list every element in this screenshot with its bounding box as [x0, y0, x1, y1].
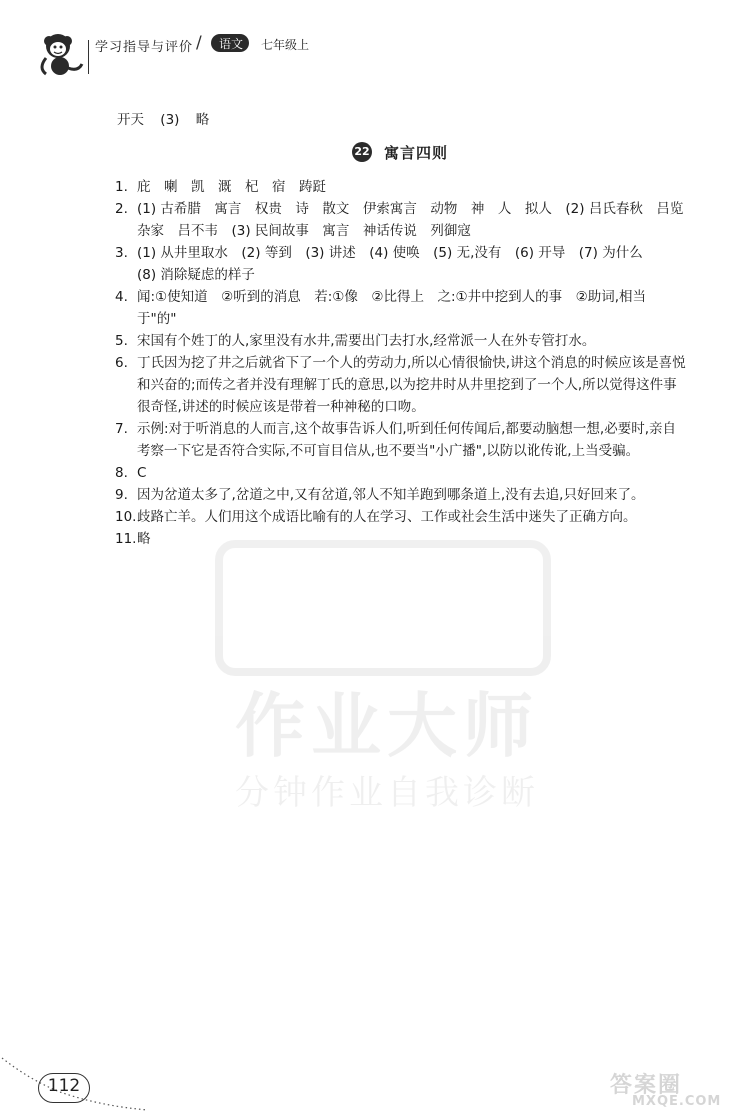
answer-number: 10. [115, 509, 137, 525]
watermark-title: 作业大师 [235, 685, 539, 767]
answer-item [115, 528, 725, 550]
answer-number: 2. [115, 201, 128, 217]
watermark [215, 540, 539, 820]
answer-number: 7. [115, 421, 128, 437]
previous-section-tail [117, 108, 221, 128]
site-mark-name: 答案圈 [610, 1073, 683, 1098]
answer-item [115, 198, 725, 242]
book-title: 学习指导与评价 [95, 40, 194, 55]
section-number-badge: 22 [352, 142, 372, 162]
subject-badge [211, 34, 249, 52]
page-number-text: 112 [47, 1076, 81, 1096]
answer-item [115, 176, 725, 198]
answer-number: 3. [115, 245, 128, 261]
answer-item [115, 242, 725, 286]
answer-line: 因为岔道太多了,岔道之中,又有岔道,邻人不知羊跑到哪条道上,没有去追,只好回来了。 [137, 487, 645, 503]
header-slash: / [196, 33, 202, 53]
answer-line: 歧路亡羊。人们用这个成语比喻有的人在学习、工作或社会生活中迷失了正确方向。 [137, 509, 637, 525]
answer-line: 丁氏因为挖了井之后就省下了一个人的劳动力,所以心情很愉快,讲这个消息的时候应该是喜悦 [137, 355, 686, 371]
answer-number: 8. [115, 465, 128, 481]
answer-line: 考察一下它是否符合实际,不可盲目信从,也不要当"小广播",以防以讹传讹,上当受骗。 [137, 443, 640, 459]
site-mark-url: MXQE.COM [632, 1094, 722, 1109]
answer-item [115, 286, 725, 330]
answer-line: 略 [137, 531, 151, 547]
answer-line: 和兴奋的;而传之者并没有理解丁氏的意思,以为挖井时从井里挖到了一个人,所以觉得这件事 [137, 377, 677, 393]
grade-label: 七年级上 [261, 38, 310, 52]
answer-item [115, 506, 725, 528]
answer-number: 1. [115, 179, 128, 195]
monkey-mascot-icon [38, 28, 90, 78]
prev-num: (3) [160, 112, 180, 128]
answer-item [115, 418, 725, 462]
header-divider [88, 40, 89, 74]
answer-line: 于"的" [137, 311, 177, 327]
subject-label: 语文 [218, 37, 243, 51]
page-header [0, 0, 750, 80]
prev-answer: 略 [195, 112, 210, 128]
watermark-subtitle: 分钟作业自我诊断 [235, 773, 539, 813]
page-number [38, 1073, 90, 1103]
answer-list [115, 176, 725, 550]
answer-number: 5. [115, 333, 128, 349]
answer-number: 6. [115, 355, 128, 371]
answer-line: 示例:对于听消息的人而言,这个故事告诉人们,听到任何传闻后,都要动脑想一想,必要时,亲自 [137, 421, 677, 437]
watermark-frame [215, 540, 551, 676]
answer-line: (1) 古希腊 寓言 权贵 诗 散文 伊索寓言 动物 神 人 拟人 (2) 吕氏春秋 吕览 [137, 201, 684, 217]
answer-item [115, 352, 725, 418]
answer-line: 庇 喇 凯 溉 杞 宿 踌跹 [137, 179, 326, 195]
answer-item [115, 484, 725, 506]
section-title: 寓言四则 [384, 144, 449, 162]
answer-line: 宋国有个姓丁的人,家里没有水井,需要出门去打水,经常派一人在外专管打水。 [137, 333, 596, 349]
answer-line: (1) 从井里取水 (2) 等到 (3) 讲述 (4) 使唤 (5) 无,没有 (6) 开导 (7) 为什么 [137, 245, 643, 261]
answer-number: 9. [115, 487, 128, 503]
prev-text: 开天 [117, 112, 144, 128]
answer-item [115, 462, 725, 484]
site-watermark-logo [610, 1068, 745, 1110]
answer-number: 4. [115, 289, 128, 305]
answer-line: C [137, 465, 147, 481]
answer-item [115, 330, 725, 352]
answer-line: 闻:①使知道 ②听到的消息 若:①像 ②比得上 之:①井中挖到人的事 ②助词,相当 [137, 289, 647, 305]
answer-line: 杂家 吕不韦 (3) 民间故事 寓言 神话传说 列御寇 [137, 223, 471, 239]
answer-line: 很奇怪,讲述的时候应该是带着一种神秘的口吻。 [137, 399, 425, 415]
answer-number: 11. [115, 531, 137, 547]
answer-line: (8) 消除疑虑的样子 [137, 267, 255, 283]
